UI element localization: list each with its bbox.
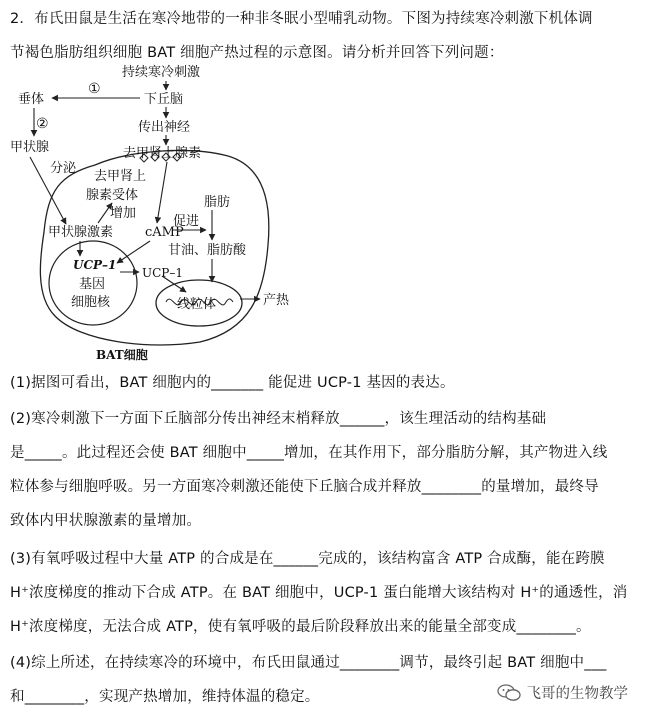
watermark-text: 飞哥的生物教学 xyxy=(526,686,628,702)
bat-cell-diagram xyxy=(0,56,320,366)
step-1-label: ① xyxy=(88,81,101,97)
glycerol-fatty-acid-label: 甘油、脂肪酸 xyxy=(168,243,247,258)
question-line: (1)据图可看出，BAT 细胞内的_______ 能促进 UCP-1 基因的表达。 xyxy=(10,375,455,391)
question-3 xyxy=(10,542,642,644)
watermark xyxy=(497,682,629,703)
question-line: 和________，实现产热增加，维持体温的稳定。 xyxy=(10,689,320,705)
wechat-icon xyxy=(497,684,521,702)
question-4 xyxy=(10,646,642,714)
gene-label: 基因 xyxy=(79,277,106,292)
question-line: 是_____。此过程还会使 BAT 细胞中_____增加，在其作用下，部分脂肪分解，其产物进入线 xyxy=(10,445,608,461)
question-line: (3)有氧呼吸过程中大量 ATP 的合成是在______完成的，该结构富含 ATP 合成酶，能在跨膜 xyxy=(10,551,605,567)
question-line: 致体内甲状腺激素的量增加。 xyxy=(10,513,202,529)
ucp1-gene-label: UCP–1 xyxy=(73,258,117,272)
fat-label: 脂肪 xyxy=(204,195,231,210)
receptor-label-line2: 腺素受体 xyxy=(86,188,139,203)
question-line: 粒体参与细胞呼吸。另一方面寒冷刺激还能使下丘脑合成并释放________的量增加，最终导 xyxy=(10,479,599,495)
intro-line: 2．布氏田鼠是生活在寒冷地带的一种非冬眠小型哺乳动物。下图为持续寒冷刺激下机体调 xyxy=(10,11,593,27)
thyroid-label: 甲状腺 xyxy=(10,140,50,155)
question-line: (4)综上所述，在持续寒冷的环境中，布氏田鼠通过________调节，最终引起 BAT 细胞中___ xyxy=(10,655,607,671)
question-line: H⁺浓度梯度，无法合成 ATP，使有氧呼吸的最后阶段释放出来的能量全部变成________。 xyxy=(10,619,591,635)
receptor-label-line1: 去甲肾上 xyxy=(94,169,147,184)
secrete-label: 分泌 xyxy=(50,161,77,176)
mitochondrion-label: 线粒体 xyxy=(177,297,217,312)
hypothalamus-label: 下丘脑 xyxy=(144,92,184,107)
thyroid-hormone-label: 甲状腺激素 xyxy=(48,225,114,240)
promote-label: 促进 xyxy=(173,214,200,229)
heat-label: 产热 xyxy=(263,293,290,308)
ucp1-protein-label: UCP–1 xyxy=(142,266,184,280)
increase-label: 增加 xyxy=(110,206,137,221)
camp-label: cAMP xyxy=(145,225,184,240)
bat-cell-label: BAT细胞 xyxy=(96,348,148,362)
pituitary-label: 垂体 xyxy=(18,92,45,107)
question-line: H⁺浓度梯度的推动下合成 ATP。在 BAT 细胞中，UCP-1 蛋白能增大该结构对 H⁺的通透性，消 xyxy=(10,585,628,601)
question-2 xyxy=(10,402,642,538)
nucleus-label: 细胞核 xyxy=(71,295,111,310)
step-2-label: ② xyxy=(36,116,49,132)
cold-stimulus-label: 持续寒冷刺激 xyxy=(122,65,201,80)
efferent-nerve-label: 传出神经 xyxy=(138,120,191,135)
norepinephrine-label: 去甲肾上腺素 xyxy=(123,146,202,161)
question-line: (2)寒冷刺激下一方面下丘脑部分传出神经末梢释放______，该生理活动的结构基础 xyxy=(10,411,547,427)
intro-line: 节褐色脂肪组织细胞 BAT 细胞产热过程的示意图。请分析并回答下列问题： xyxy=(10,45,504,61)
question-1 xyxy=(10,366,642,400)
